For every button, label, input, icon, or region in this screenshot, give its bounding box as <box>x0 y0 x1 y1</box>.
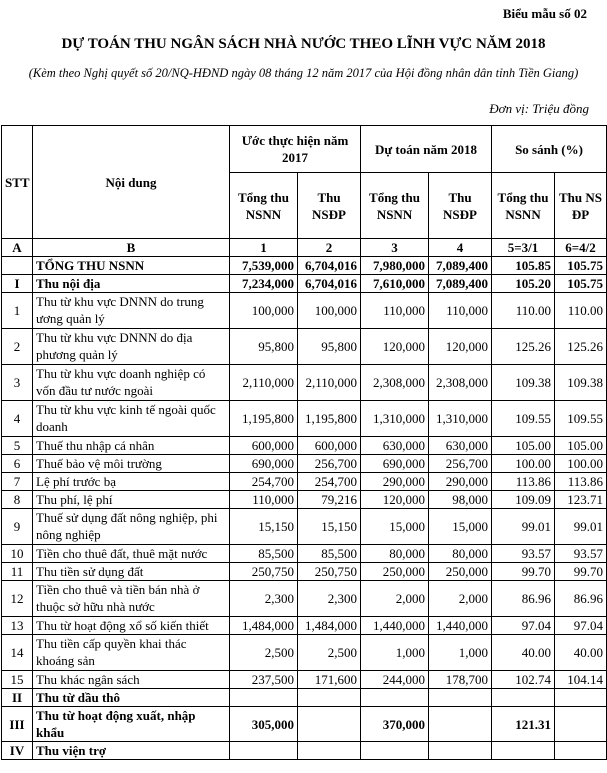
row-content: Thuế thu nhập cá nhân <box>33 437 230 455</box>
cell-compare-total: 99.70 <box>492 563 555 581</box>
table-row <box>2 509 607 545</box>
cell-budget-local: 250,000 <box>429 563 492 581</box>
cell-estimate-total: 100,000 <box>230 293 298 329</box>
table-row <box>2 563 607 581</box>
cell-budget-total: 1,440,000 <box>361 617 429 635</box>
row-content: Tiền cho thuê đất, thuê mặt nước <box>33 545 230 563</box>
cell-budget-local: 110,000 <box>429 293 492 329</box>
header-total-revenue-2018: Tổng thu NSNN <box>361 173 429 239</box>
row-content: Thu từ khu vực DNNN do trung ương quản lý <box>33 293 230 329</box>
cell-compare-total <box>492 689 555 707</box>
cell-budget-total: 7,980,000 <box>361 257 429 275</box>
row-stt: 2 <box>2 329 33 365</box>
row-content: Thu phí, lệ phí <box>33 491 230 509</box>
cell-estimate-local: 85,500 <box>298 545 361 563</box>
cell-budget-local <box>429 707 492 742</box>
header-compare-local: Thu NS ĐP <box>555 173 607 239</box>
cell-estimate-total: 690,000 <box>230 455 298 473</box>
row-content: Thu từ khu vực kinh tế ngoài quốc doanh <box>33 401 230 437</box>
cell-estimate-total: 95,800 <box>230 329 298 365</box>
row-stt: 4 <box>2 401 33 437</box>
cell-estimate-total: 1,195,800 <box>230 401 298 437</box>
cell-compare-local: 109.55 <box>555 401 607 437</box>
cell-budget-total: 1,310,000 <box>361 401 429 437</box>
row-stt: 13 <box>2 617 33 635</box>
row-stt: 9 <box>2 509 33 545</box>
row-stt: 11 <box>2 563 33 581</box>
header-stt: STT <box>2 126 33 239</box>
cell-compare-total: 93.57 <box>492 545 555 563</box>
cell-compare-local: 86.96 <box>555 581 607 617</box>
cell-estimate-local: 600,000 <box>298 437 361 455</box>
cell-budget-total: 690,000 <box>361 455 429 473</box>
table-row <box>2 275 607 293</box>
cell-budget-local: 290,000 <box>429 473 492 491</box>
cell-budget-local: 7,089,400 <box>429 257 492 275</box>
cell-compare-local: 93.57 <box>555 545 607 563</box>
cell-estimate-local: 1,195,800 <box>298 401 361 437</box>
cell-estimate-total: 2,110,000 <box>230 365 298 401</box>
cell-estimate-total: 250,750 <box>230 563 298 581</box>
cell-estimate-local: 95,800 <box>298 329 361 365</box>
row-stt: I <box>2 275 33 293</box>
table-row <box>2 635 607 671</box>
cell-estimate-total <box>230 742 298 760</box>
column-index: 4 <box>429 239 492 257</box>
cell-budget-local: 1,000 <box>429 635 492 671</box>
row-stt: 14 <box>2 635 33 671</box>
table-row <box>2 707 607 742</box>
row-content: Thu viện trợ <box>33 742 230 760</box>
cell-budget-local: 178,700 <box>429 671 492 689</box>
cell-compare-total <box>492 742 555 760</box>
table-row <box>2 491 607 509</box>
cell-compare-total: 125.26 <box>492 329 555 365</box>
cell-budget-local <box>429 742 492 760</box>
cell-budget-local: 120,000 <box>429 329 492 365</box>
table-row <box>2 689 607 707</box>
cell-compare-total: 99.01 <box>492 509 555 545</box>
cell-estimate-local: 254,700 <box>298 473 361 491</box>
cell-compare-total: 105.85 <box>492 257 555 275</box>
cell-compare-local: 113.86 <box>555 473 607 491</box>
row-stt: 5 <box>2 437 33 455</box>
cell-compare-local: 110.00 <box>555 293 607 329</box>
cell-budget-local: 630,000 <box>429 437 492 455</box>
cell-estimate-local: 171,600 <box>298 671 361 689</box>
cell-estimate-total: 85,500 <box>230 545 298 563</box>
cell-estimate-local: 256,700 <box>298 455 361 473</box>
column-index: A <box>2 239 33 257</box>
cell-budget-total: 370,000 <box>361 707 429 742</box>
cell-estimate-local: 79,216 <box>298 491 361 509</box>
row-content: Thuế sử dụng đất nông nghiệp, phi nông nghiệp <box>33 509 230 545</box>
column-index: 3 <box>361 239 429 257</box>
cell-compare-local: 97.04 <box>555 617 607 635</box>
cell-estimate-local <box>298 689 361 707</box>
cell-budget-local: 1,440,000 <box>429 617 492 635</box>
cell-budget-local: 2,308,000 <box>429 365 492 401</box>
cell-budget-total: 2,308,000 <box>361 365 429 401</box>
column-index: 2 <box>298 239 361 257</box>
cell-budget-local: 7,089,400 <box>429 275 492 293</box>
row-stt: 7 <box>2 473 33 491</box>
cell-compare-local: 109.38 <box>555 365 607 401</box>
header-compare: So sánh (%) <box>492 126 607 173</box>
row-stt: 12 <box>2 581 33 617</box>
row-stt: 15 <box>2 671 33 689</box>
form-number: Biểu mẫu số 02 <box>502 6 587 21</box>
cell-budget-total: 7,610,000 <box>361 275 429 293</box>
cell-compare-local: 100.00 <box>555 455 607 473</box>
table-row <box>2 401 607 437</box>
row-content: Lệ phí trước bạ <box>33 473 230 491</box>
row-stt: III <box>2 707 33 742</box>
cell-compare-local <box>555 707 607 742</box>
row-stt: 6 <box>2 455 33 473</box>
cell-budget-total: 120,000 <box>361 491 429 509</box>
cell-estimate-local: 2,500 <box>298 635 361 671</box>
cell-budget-local: 256,700 <box>429 455 492 473</box>
budget-table <box>1 125 607 760</box>
row-stt: IV <box>2 742 33 760</box>
row-content: Thu từ khu vực doanh nghiệp có vốn đầu tư nước ngoài <box>33 365 230 401</box>
document-subtitle: (Kèm theo Nghị quyết số 20/NQ-HĐND ngày 08 tháng 12 năm 2017 của Hội đồng nhân dân tỉnh Tiền Giang) <box>28 66 579 80</box>
cell-estimate-local <box>298 742 361 760</box>
column-index: 1 <box>230 239 298 257</box>
row-content: Thu từ dầu thô <box>33 689 230 707</box>
row-content: Thu tiền cấp quyền khai thác khoáng sản <box>33 635 230 671</box>
cell-compare-local: 105.75 <box>555 275 607 293</box>
cell-budget-total: 244,000 <box>361 671 429 689</box>
cell-budget-total: 290,000 <box>361 473 429 491</box>
row-content: Thu từ hoạt động xổ số kiến thiết <box>33 617 230 635</box>
header-total-revenue-2017: Tổng thu NSNN <box>230 173 298 239</box>
header-budget-2018: Dự toán năm 2018 <box>361 126 492 173</box>
row-content: Thu từ khu vực DNNN do địa phương quản lý <box>33 329 230 365</box>
cell-compare-total: 100.00 <box>492 455 555 473</box>
cell-budget-total: 1,000 <box>361 635 429 671</box>
cell-estimate-total: 7,539,000 <box>230 257 298 275</box>
cell-compare-total: 121.31 <box>492 707 555 742</box>
column-index: 5=3/1 <box>492 239 555 257</box>
row-stt: 8 <box>2 491 33 509</box>
cell-estimate-local: 15,150 <box>298 509 361 545</box>
cell-estimate-local <box>298 707 361 742</box>
cell-budget-local <box>429 689 492 707</box>
cell-compare-local: 104.14 <box>555 671 607 689</box>
cell-estimate-total: 2,300 <box>230 581 298 617</box>
header-estimate-2017: Ước thực hiện năm 2017 <box>230 126 361 173</box>
cell-estimate-local: 2,300 <box>298 581 361 617</box>
table-row <box>2 545 607 563</box>
cell-budget-total: 110,000 <box>361 293 429 329</box>
cell-compare-local: 105.00 <box>555 437 607 455</box>
cell-estimate-total: 237,500 <box>230 671 298 689</box>
row-content: Thu từ hoạt động xuất, nhập khẩu <box>33 707 230 742</box>
cell-budget-local: 80,000 <box>429 545 492 563</box>
row-stt: 1 <box>2 293 33 329</box>
cell-budget-local: 15,000 <box>429 509 492 545</box>
cell-estimate-total: 110,000 <box>230 491 298 509</box>
table-row <box>2 742 607 760</box>
cell-estimate-total: 254,700 <box>230 473 298 491</box>
unit-note: Đơn vị: Triệu đồng <box>489 101 589 116</box>
header-local-revenue-2017: Thu NSĐP <box>298 173 361 239</box>
cell-compare-total: 105.00 <box>492 437 555 455</box>
cell-estimate-local: 6,704,016 <box>298 257 361 275</box>
header-local-revenue-2018: Thu NSĐP <box>429 173 492 239</box>
cell-estimate-total: 7,234,000 <box>230 275 298 293</box>
table-row <box>2 473 607 491</box>
cell-compare-total: 109.38 <box>492 365 555 401</box>
cell-estimate-total: 305,000 <box>230 707 298 742</box>
cell-budget-total <box>361 742 429 760</box>
cell-estimate-total: 600,000 <box>230 437 298 455</box>
row-content: Thu tiền sử dụng đất <box>33 563 230 581</box>
cell-estimate-total: 1,484,000 <box>230 617 298 635</box>
cell-compare-total: 86.96 <box>492 581 555 617</box>
table-row <box>2 365 607 401</box>
cell-budget-local: 98,000 <box>429 491 492 509</box>
cell-compare-total: 113.86 <box>492 473 555 491</box>
cell-estimate-total: 15,150 <box>230 509 298 545</box>
row-stt: 10 <box>2 545 33 563</box>
cell-compare-total: 109.55 <box>492 401 555 437</box>
cell-budget-total: 2,000 <box>361 581 429 617</box>
row-content: Thuế bảo vệ môi trường <box>33 455 230 473</box>
row-stt <box>2 257 33 275</box>
table-row <box>2 617 607 635</box>
table-row <box>2 581 607 617</box>
table-row <box>2 671 607 689</box>
cell-compare-local <box>555 742 607 760</box>
cell-budget-total: 630,000 <box>361 437 429 455</box>
cell-compare-local: 125.26 <box>555 329 607 365</box>
cell-compare-local: 40.00 <box>555 635 607 671</box>
cell-estimate-local: 6,704,016 <box>298 275 361 293</box>
row-stt: II <box>2 689 33 707</box>
cell-compare-total: 40.00 <box>492 635 555 671</box>
table-row <box>2 329 607 365</box>
document-title: DỰ TOÁN THU NGÂN SÁCH NHÀ NƯỚC THEO LĨNH VỰC NĂM 2018 <box>61 36 546 52</box>
cell-budget-total: 15,000 <box>361 509 429 545</box>
cell-compare-local: 99.70 <box>555 563 607 581</box>
cell-compare-local <box>555 689 607 707</box>
cell-compare-total: 105.20 <box>492 275 555 293</box>
row-content: TỔNG THU NSNN <box>33 257 230 275</box>
cell-estimate-local: 1,484,000 <box>298 617 361 635</box>
table-row <box>2 293 607 329</box>
cell-budget-total: 80,000 <box>361 545 429 563</box>
column-index: B <box>33 239 230 257</box>
table-body <box>2 239 607 760</box>
cell-compare-total: 102.74 <box>492 671 555 689</box>
cell-budget-local: 1,310,000 <box>429 401 492 437</box>
cell-compare-local: 123.71 <box>555 491 607 509</box>
column-index: 6=4/2 <box>555 239 607 257</box>
cell-compare-local: 99.01 <box>555 509 607 545</box>
cell-estimate-total: 2,500 <box>230 635 298 671</box>
cell-compare-local: 105.75 <box>555 257 607 275</box>
row-content: Tiền cho thuê và tiền bán nhà ở thuộc sở hữu nhà nước <box>33 581 230 617</box>
cell-compare-total: 110.00 <box>492 293 555 329</box>
cell-budget-total <box>361 689 429 707</box>
cell-budget-total: 250,000 <box>361 563 429 581</box>
header-compare-total: Tổng thu NSNN <box>492 173 555 239</box>
table-row <box>2 437 607 455</box>
cell-budget-local: 2,000 <box>429 581 492 617</box>
row-stt: 3 <box>2 365 33 401</box>
table-row <box>2 455 607 473</box>
cell-estimate-total <box>230 689 298 707</box>
table-row <box>2 257 607 275</box>
cell-estimate-local: 250,750 <box>298 563 361 581</box>
cell-estimate-local: 2,110,000 <box>298 365 361 401</box>
row-content: Thu khác ngân sách <box>33 671 230 689</box>
cell-compare-total: 109.09 <box>492 491 555 509</box>
cell-compare-total: 97.04 <box>492 617 555 635</box>
cell-estimate-local: 100,000 <box>298 293 361 329</box>
header-content: Nội dung <box>33 126 230 239</box>
cell-budget-total: 120,000 <box>361 329 429 365</box>
row-content: Thu nội địa <box>33 275 230 293</box>
column-index-row <box>2 239 607 257</box>
